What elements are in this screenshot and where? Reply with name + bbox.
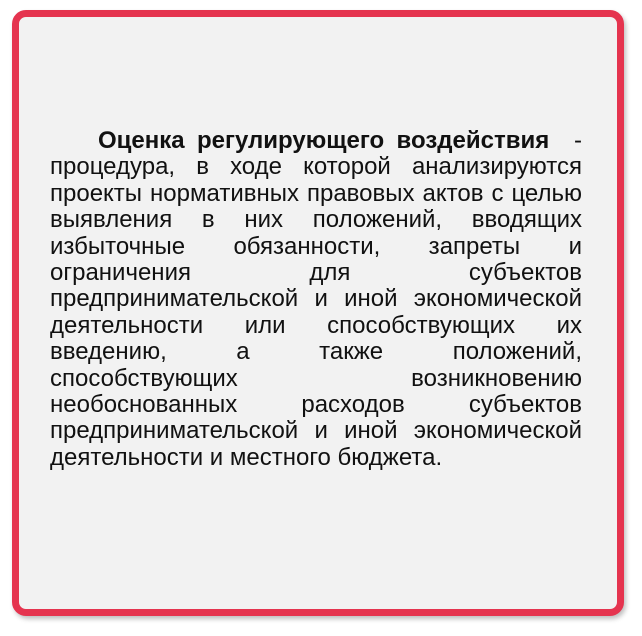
- definition-line: процедура, в ходе которой анализируются: [50, 153, 582, 181]
- definition-text: [50, 128, 582, 471]
- definition-line: способствующих возникновению: [50, 364, 582, 392]
- definition-line: избыточные обязанности, запреты и: [50, 232, 582, 260]
- definition-line: предпринимательской и иной экономической: [50, 417, 582, 445]
- definition-line: деятельности или способствующих их: [50, 311, 582, 339]
- definition-dash: -: [574, 127, 582, 154]
- definition-line: выявления в них положений, вводящих: [50, 206, 582, 234]
- definition-line: проекты нормативных правовых актов с целью: [50, 179, 582, 207]
- definition-line: деятельности и местного бюджета.: [50, 443, 443, 471]
- definition-line: необоснованных расходов субъектов: [50, 391, 582, 419]
- definition-line: предпринимательской и иной экономической: [50, 285, 582, 313]
- definition-line-1: [50, 128, 582, 154]
- definition-line: ограничения для субъектов: [50, 259, 582, 287]
- definition-line: введению, а также положений,: [50, 338, 582, 366]
- definition-term: Оценка регулирующего воздействия: [98, 127, 550, 154]
